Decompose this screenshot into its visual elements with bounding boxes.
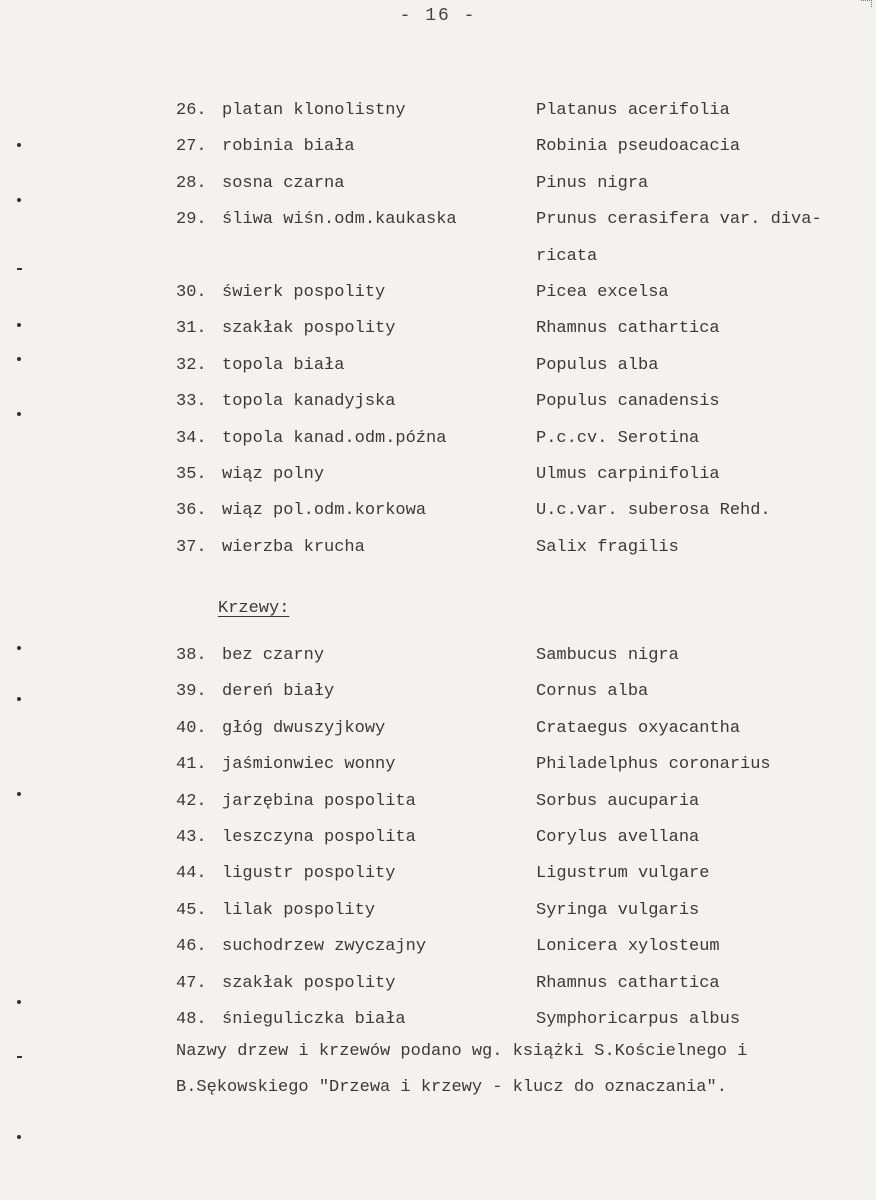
item-number: 46. xyxy=(176,937,207,957)
polish-name: wiąz pol.odm.korkowa xyxy=(222,501,427,521)
item-number: 44. xyxy=(176,864,207,884)
latin-name-continuation: ricata xyxy=(536,246,598,266)
list-item xyxy=(0,205,876,241)
polish-name: sosna czarna xyxy=(222,173,345,193)
polish-name: ligustr pospolity xyxy=(222,864,396,884)
item-number: 45. xyxy=(176,900,207,920)
margin-mark xyxy=(17,1135,21,1139)
polish-name: bez czarny xyxy=(222,646,325,666)
latin-name: Rhamnus cathartica xyxy=(536,319,720,339)
latin-name: Robinia pseudoacacia xyxy=(536,137,741,157)
list-item xyxy=(0,314,876,350)
latin-name: Populus alba xyxy=(536,355,659,375)
list-item xyxy=(0,823,876,859)
polish-name: jarzębina pospolita xyxy=(222,791,416,811)
polish-name: suchodrzew zwyczajny xyxy=(222,937,427,957)
list-item-continuation xyxy=(0,242,876,278)
polish-name: śliwa wiśn.odm.kaukaska xyxy=(222,210,457,230)
item-number: 26. xyxy=(176,101,207,120)
item-number: 29. xyxy=(176,210,207,230)
list-item xyxy=(0,351,876,387)
list-item xyxy=(0,750,876,786)
latin-name: Ligustrum vulgare xyxy=(536,864,710,884)
latin-name: Salix fragilis xyxy=(536,537,679,557)
footnote-line: Nazwy drzew i krzewów podano wg. książki S.Kościelnego i xyxy=(176,1042,748,1061)
list-item xyxy=(0,132,876,168)
polish-name: świerk pospolity xyxy=(222,282,386,302)
item-number: 33. xyxy=(176,392,207,412)
list-item xyxy=(0,533,876,569)
item-number: 43. xyxy=(176,828,207,848)
latin-name: Sambucus nigra xyxy=(536,646,679,666)
polish-name: dereń biały xyxy=(222,682,335,702)
latin-name: U.c.var. suberosa Rehd. xyxy=(536,501,771,521)
list-item xyxy=(0,278,876,314)
item-number: 27. xyxy=(176,137,207,157)
latin-name: Philadelphus coronarius xyxy=(536,755,771,775)
latin-name: Cornus alba xyxy=(536,682,649,702)
list-item xyxy=(0,424,876,460)
item-number: 41. xyxy=(176,755,207,775)
list-item xyxy=(0,460,876,496)
item-number: 40. xyxy=(176,718,207,738)
footnote xyxy=(176,1034,747,1106)
item-number: 39. xyxy=(176,682,207,702)
polish-name: lilak pospolity xyxy=(222,900,376,920)
item-number: 38. xyxy=(176,646,207,666)
shrubs-heading: Krzewy: xyxy=(218,599,290,619)
margin-mark xyxy=(17,1056,22,1058)
latin-name: Crataegus oxyacantha xyxy=(536,718,741,738)
polish-name: szakłak pospolity xyxy=(222,319,396,339)
list-item xyxy=(0,859,876,895)
item-number: 34. xyxy=(176,428,207,448)
item-number: 28. xyxy=(176,173,207,193)
latin-name: Corylus avellana xyxy=(536,828,700,848)
list-item xyxy=(0,896,876,932)
polish-name: wierzba krucha xyxy=(222,537,365,557)
list-item xyxy=(0,714,876,750)
section-gap xyxy=(0,569,876,587)
polish-name: leszczyna pospolita xyxy=(222,828,416,848)
polish-name: topola biała xyxy=(222,355,345,375)
latin-name: Sorbus aucuparia xyxy=(536,791,700,811)
list-item xyxy=(0,641,876,677)
latin-name: Syringa vulgaris xyxy=(536,900,700,920)
polish-name: głóg dwuszyjkowy xyxy=(222,718,386,738)
latin-name: Pinus nigra xyxy=(536,173,649,193)
list-item xyxy=(0,96,876,132)
polish-name: śnieguliczka biała xyxy=(222,1009,406,1029)
item-number: 48. xyxy=(176,1009,207,1029)
item-number: 36. xyxy=(176,501,207,521)
latin-name: P.c.cv. Serotina xyxy=(536,428,700,448)
item-number: 30. xyxy=(176,282,207,302)
item-number: 37. xyxy=(176,537,207,557)
item-number: 42. xyxy=(176,791,207,811)
item-number: 31. xyxy=(176,319,207,339)
list-item xyxy=(0,787,876,823)
polish-name: wiąz polny xyxy=(222,464,325,484)
polish-name: platan klonolistny xyxy=(222,101,406,120)
latin-name: Platanus acerifolia xyxy=(536,101,730,120)
list-item xyxy=(0,496,876,532)
latin-name: Ulmus carpinifolia xyxy=(536,464,720,484)
species-list xyxy=(0,96,876,1041)
latin-name: Lonicera xylosteum xyxy=(536,937,720,957)
item-number: 47. xyxy=(176,973,207,993)
item-number: 35. xyxy=(176,464,207,484)
latin-name: Symphoricarpus albus xyxy=(536,1009,741,1029)
polish-name: szakłak pospolity xyxy=(222,973,396,993)
polish-name: topola kanad.odm.późna xyxy=(222,428,447,448)
page-number: - 16 - xyxy=(399,6,477,26)
latin-name: Prunus cerasifera var. diva- xyxy=(536,210,822,230)
section-heading-row xyxy=(0,587,876,641)
list-item xyxy=(0,169,876,205)
footnote-line: B.Sękowskiego "Drzewa i krzewy - klucz do oznaczania". xyxy=(176,1078,727,1097)
polish-name: robinia biała xyxy=(222,137,355,157)
list-item xyxy=(0,969,876,1005)
list-item xyxy=(0,932,876,968)
latin-name: Picea excelsa xyxy=(536,282,669,302)
polish-name: jaśmionwiec wonny xyxy=(222,755,396,775)
polish-name: topola kanadyjska xyxy=(222,392,396,412)
list-item xyxy=(0,387,876,423)
list-item xyxy=(0,677,876,713)
latin-name: Populus canadensis xyxy=(536,392,720,412)
item-number: 32. xyxy=(176,355,207,375)
latin-name: Rhamnus cathartica xyxy=(536,973,720,993)
